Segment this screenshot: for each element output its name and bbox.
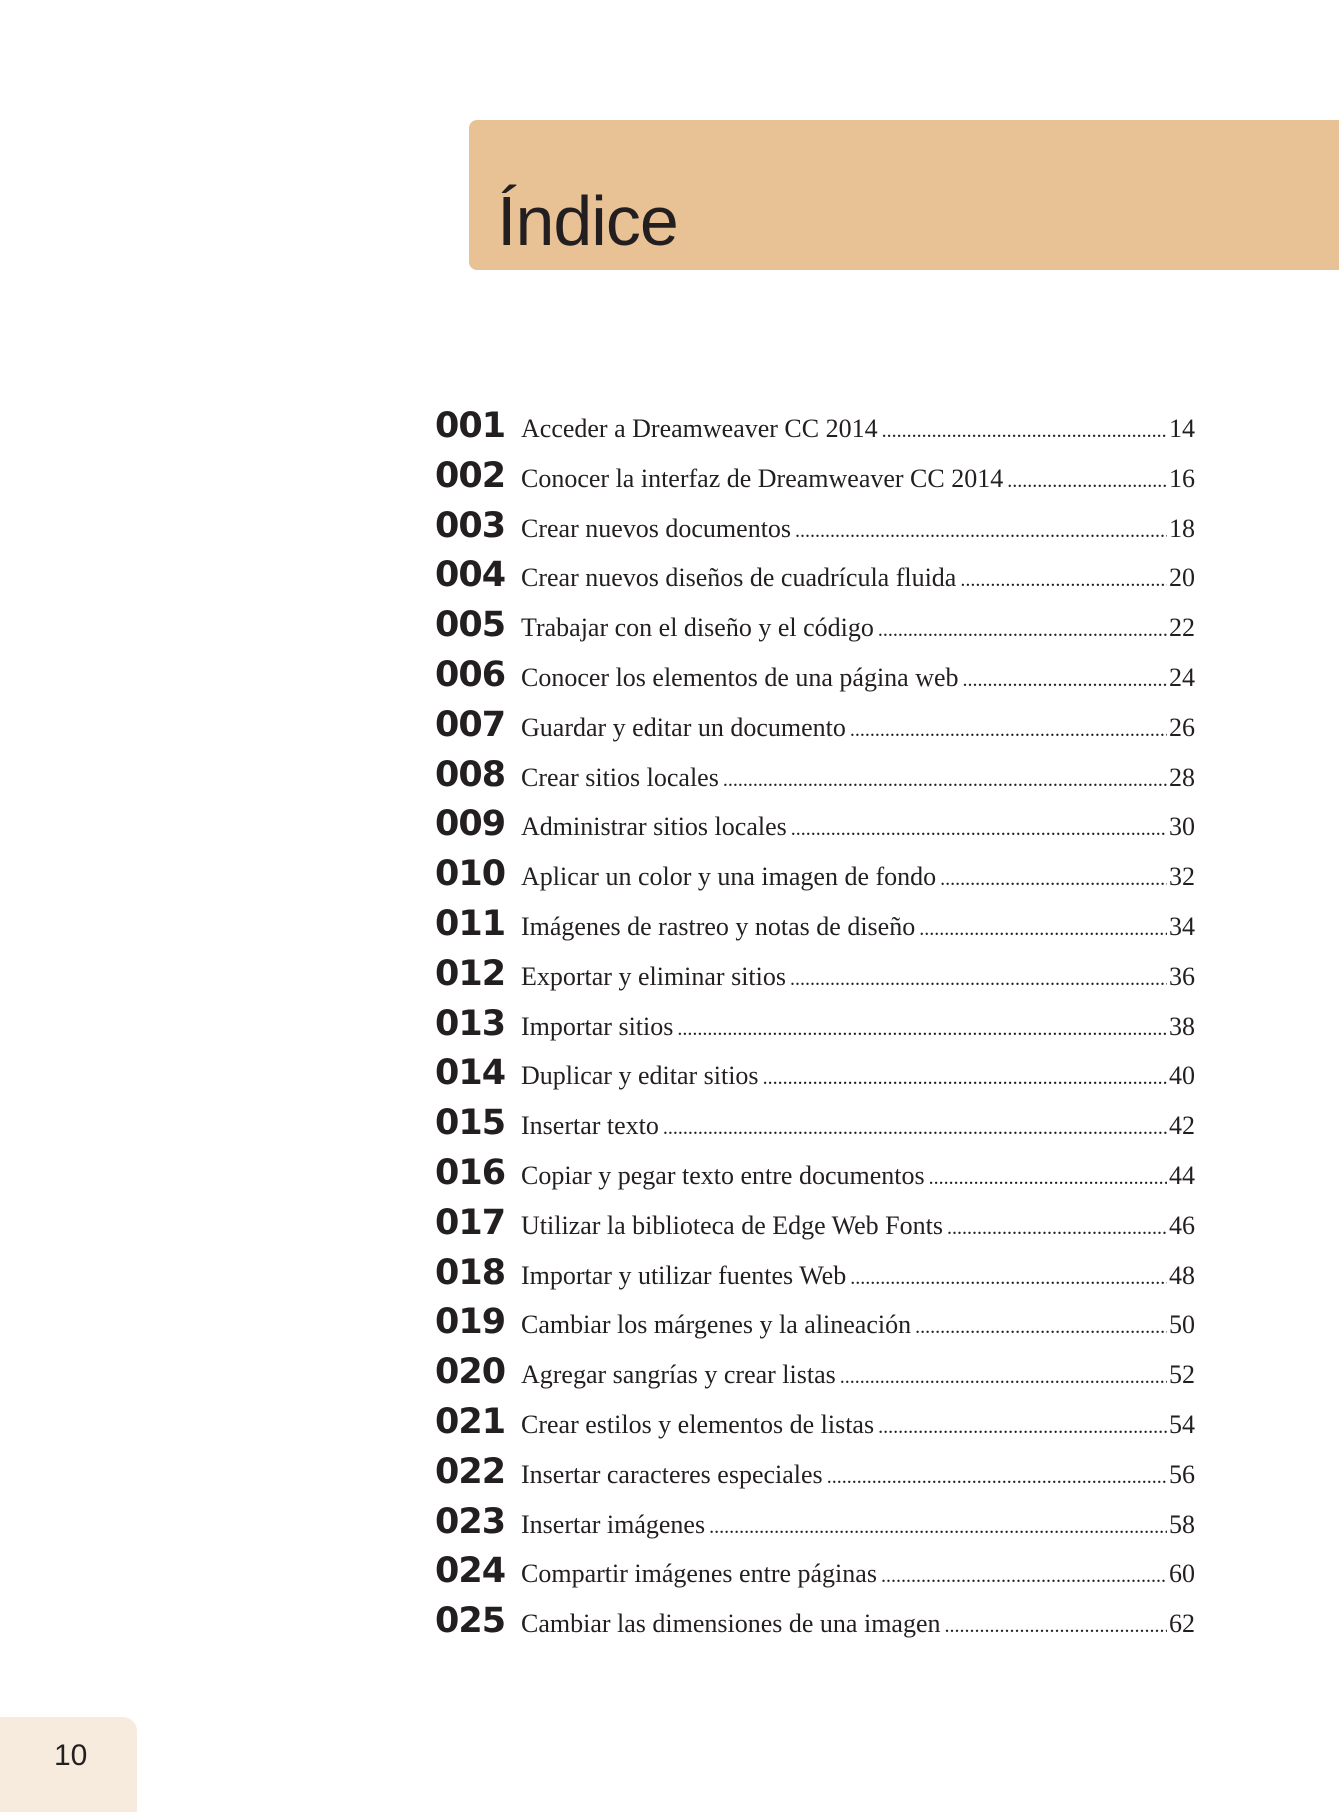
toc-entry-page: 58 <box>1169 1509 1195 1539</box>
toc-entry-title: Conocer la interfaz de Dreamweaver CC 2014 <box>521 463 1004 493</box>
toc-entry-page: 52 <box>1169 1360 1195 1390</box>
toc-entry-page: 44 <box>1169 1160 1195 1190</box>
toc-entry[interactable] <box>435 1004 1195 1054</box>
toc-entry-title: Copiar y pegar texto entre documentos <box>521 1160 925 1190</box>
toc-entry[interactable] <box>435 1053 1195 1103</box>
toc-entry-number: 007 <box>435 704 506 745</box>
toc-entry-title: Utilizar la biblioteca de Edge Web Fonts <box>521 1210 943 1240</box>
toc-entry[interactable] <box>435 904 1195 954</box>
toc-entry[interactable] <box>435 1153 1195 1203</box>
toc-entry-number: 005 <box>435 605 506 646</box>
toc-entry-number: 018 <box>435 1252 506 1293</box>
toc-entry-title: Crear estilos y elementos de listas <box>521 1409 875 1439</box>
dot-leader <box>963 669 1167 692</box>
toc-entry[interactable] <box>435 406 1195 456</box>
dot-leader <box>878 1416 1167 1439</box>
toc-entry[interactable] <box>435 954 1195 1004</box>
dot-leader <box>929 1167 1167 1190</box>
dot-leader <box>763 1067 1167 1090</box>
toc-entry[interactable] <box>435 705 1195 755</box>
toc-entry-title: Insertar imágenes <box>521 1509 706 1539</box>
toc-entry-number: 021 <box>435 1401 506 1442</box>
toc-entry-page: 16 <box>1169 463 1195 493</box>
toc-entry-title: Importar sitios <box>521 1011 674 1041</box>
page-title: Índice <box>497 182 678 260</box>
dot-leader <box>791 818 1167 841</box>
dot-leader <box>840 1366 1167 1389</box>
dot-leader <box>709 1516 1167 1539</box>
dot-leader <box>882 420 1167 443</box>
dot-leader <box>723 769 1167 792</box>
toc-entry-page: 20 <box>1169 563 1195 593</box>
toc-entry-page: 22 <box>1169 613 1195 643</box>
toc-entry-title: Administrar sitios locales <box>521 812 787 842</box>
dot-leader <box>881 1565 1167 1588</box>
toc-entry-title: Insertar texto <box>521 1111 659 1141</box>
toc-entry-number: 025 <box>435 1601 506 1642</box>
toc-entry-page: 40 <box>1169 1061 1195 1091</box>
toc-entry-number: 023 <box>435 1501 506 1542</box>
toc-entry-page: 28 <box>1169 762 1195 792</box>
toc-entry-number: 012 <box>435 953 506 994</box>
toc-entry[interactable] <box>435 1502 1195 1552</box>
toc-entry[interactable] <box>435 804 1195 854</box>
toc-entry-number: 008 <box>435 754 506 795</box>
toc-entry[interactable] <box>435 555 1195 605</box>
toc-entry-title: Trabajar con el diseño y el código <box>521 613 874 643</box>
toc-entry-number: 002 <box>435 455 506 496</box>
toc-entry-page: 42 <box>1169 1111 1195 1141</box>
toc-entry-title: Insertar caracteres especiales <box>521 1459 823 1489</box>
toc-entry-title: Conocer los elementos de una página web <box>521 662 959 692</box>
toc-entry-title: Crear sitios locales <box>521 762 719 792</box>
toc-entry[interactable] <box>435 1402 1195 1452</box>
toc-entry-number: 009 <box>435 804 506 845</box>
toc-entry-title: Aplicar un color y una imagen de fondo <box>521 862 937 892</box>
toc-entry-number: 010 <box>435 854 506 895</box>
toc-entry-title: Agregar sangrías y crear listas <box>521 1360 836 1390</box>
toc-entry-number: 001 <box>435 406 506 446</box>
toc-entry-number: 013 <box>435 1003 506 1044</box>
toc-entry-number: 011 <box>435 903 506 944</box>
toc-entry-title: Crear nuevos diseños de cuadrícula fluida <box>521 563 957 593</box>
toc-entry-page: 56 <box>1169 1459 1195 1489</box>
toc-entry-number: 019 <box>435 1302 506 1343</box>
toc-entry-page: 48 <box>1169 1260 1195 1290</box>
dot-leader <box>795 520 1167 543</box>
toc-entry[interactable] <box>435 1103 1195 1153</box>
toc-entry[interactable] <box>435 1352 1195 1402</box>
toc-entry-page: 26 <box>1169 712 1195 742</box>
toc-entry-title: Importar y utilizar fuentes Web <box>521 1260 847 1290</box>
dot-leader <box>827 1466 1167 1489</box>
toc-entry[interactable] <box>435 456 1195 506</box>
toc-entry-number: 022 <box>435 1451 506 1492</box>
toc-entry-page: 30 <box>1169 812 1195 842</box>
dot-leader <box>919 918 1167 941</box>
toc-entry-page: 18 <box>1169 513 1195 543</box>
toc-entry-page: 14 <box>1169 414 1195 443</box>
dot-leader <box>790 968 1167 991</box>
dot-leader <box>850 719 1167 742</box>
toc-entry[interactable] <box>435 605 1195 655</box>
toc-entry[interactable] <box>435 506 1195 556</box>
dot-leader <box>1007 470 1167 493</box>
toc-entry-page: 38 <box>1169 1011 1195 1041</box>
dot-leader <box>677 1018 1167 1041</box>
toc-entry-title: Crear nuevos documentos <box>521 513 792 543</box>
toc-entry[interactable] <box>435 854 1195 904</box>
dot-leader <box>915 1316 1167 1339</box>
toc-entry-number: 014 <box>435 1053 506 1094</box>
toc-entry-title: Cambiar los márgenes y la alineación <box>521 1310 912 1340</box>
dot-leader <box>850 1267 1167 1290</box>
toc-entry-title: Acceder a Dreamweaver CC 2014 <box>521 414 878 443</box>
toc-entry-title: Cambiar las dimensiones de una imagen <box>521 1609 941 1639</box>
toc-entry-title: Exportar y eliminar sitios <box>521 961 787 991</box>
toc-entry-page: 36 <box>1169 961 1195 991</box>
toc-entry-number: 003 <box>435 505 506 546</box>
toc-entry-number: 016 <box>435 1152 506 1193</box>
toc-entry[interactable] <box>435 1203 1195 1253</box>
toc-entry-number: 017 <box>435 1202 506 1243</box>
dot-leader <box>960 569 1167 592</box>
toc-entry-page: 62 <box>1169 1609 1195 1639</box>
title-banner <box>469 120 1339 270</box>
toc-entry-page: 50 <box>1169 1310 1195 1340</box>
folio-tab <box>0 1717 137 1812</box>
toc-entry[interactable] <box>435 1253 1195 1303</box>
toc-entry[interactable] <box>435 1601 1195 1651</box>
toc-entry-number: 006 <box>435 654 506 695</box>
toc-entry-number: 015 <box>435 1103 506 1144</box>
dot-leader <box>947 1217 1167 1240</box>
toc-entry-page: 32 <box>1169 862 1195 892</box>
toc-entry-title: Duplicar y editar sitios <box>521 1061 759 1091</box>
toc-entry-page: 34 <box>1169 911 1195 941</box>
toc-entry-number: 024 <box>435 1551 506 1592</box>
dot-leader <box>663 1117 1167 1140</box>
toc-entry-page: 60 <box>1169 1559 1195 1589</box>
toc-entry[interactable] <box>435 1551 1195 1601</box>
dot-leader <box>878 619 1167 642</box>
toc-entry-number: 004 <box>435 555 506 596</box>
toc-entry[interactable] <box>435 655 1195 705</box>
toc-entry-title: Guardar y editar un documento <box>521 712 846 742</box>
toc-entry-page: 46 <box>1169 1210 1195 1240</box>
toc-entry-title: Compartir imágenes entre páginas <box>521 1559 877 1589</box>
dot-leader <box>945 1615 1167 1638</box>
toc-entry[interactable] <box>435 755 1195 805</box>
toc-entry[interactable] <box>435 1302 1195 1352</box>
page-number: 10 <box>54 1739 88 1772</box>
toc-entry[interactable] <box>435 1452 1195 1502</box>
toc-entry-number: 020 <box>435 1352 506 1393</box>
table-of-contents <box>435 406 1195 1651</box>
toc-entry-title: Imágenes de rastreo y notas de diseño <box>521 911 916 941</box>
toc-entry-page: 54 <box>1169 1409 1195 1439</box>
toc-entry-page: 24 <box>1169 662 1195 692</box>
dot-leader <box>940 868 1167 891</box>
